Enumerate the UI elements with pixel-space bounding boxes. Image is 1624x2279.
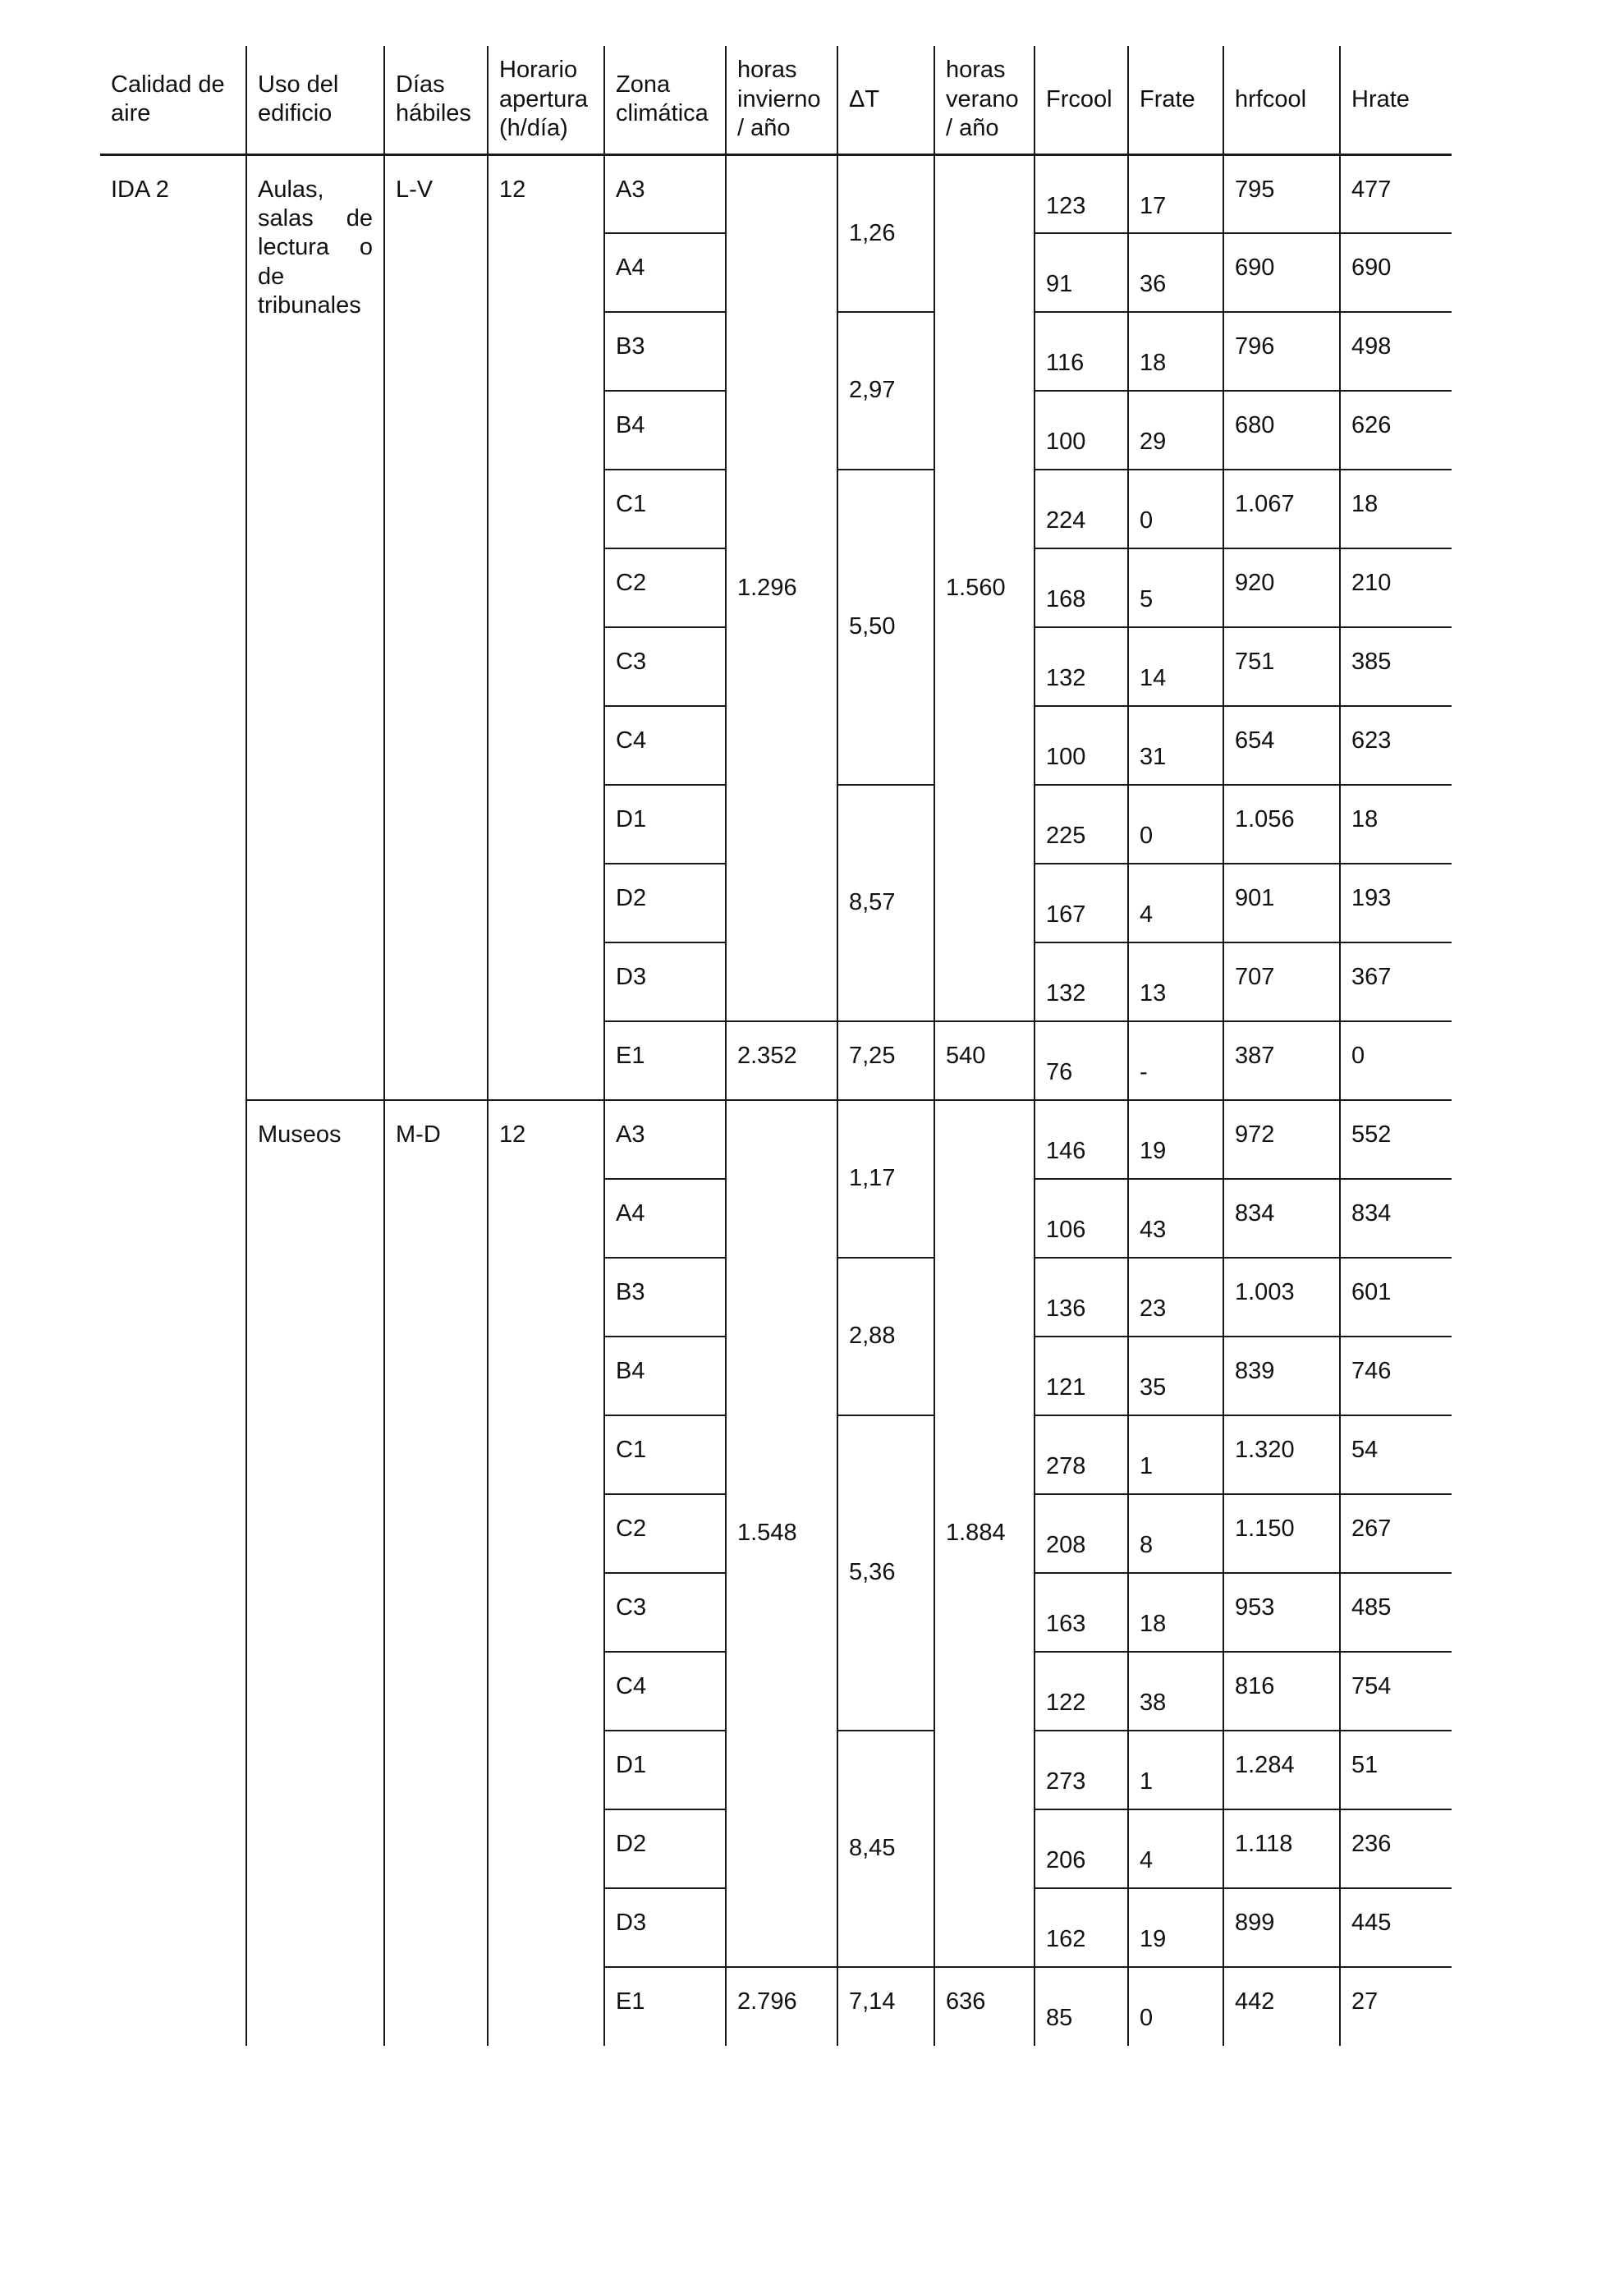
header-row [100,46,1452,154]
zona-cell: D2 [604,1809,726,1888]
horas-invierno-cell: 1.296 [726,154,837,1021]
frate-cell: 4 [1128,1809,1223,1888]
hrate-cell: 367 [1340,942,1452,1021]
frcool-cell: 85 [1034,1967,1128,2046]
zona-cell: B3 [604,312,726,391]
header-hrfcool: hrfcool [1223,46,1340,154]
zona-cell: D1 [604,785,726,864]
hrate-cell: 54 [1340,1415,1452,1494]
frcool-cell: 136 [1034,1258,1128,1337]
frcool-cell: 121 [1034,1337,1128,1415]
frcool-cell: 132 [1034,942,1128,1021]
zona-cell: C2 [604,548,726,627]
frate-cell: 31 [1128,706,1223,785]
hrate-cell: 623 [1340,706,1452,785]
zona-cell: D3 [604,942,726,1021]
hrfcool-cell: 654 [1223,706,1340,785]
horas-verano-cell: 1.884 [934,1100,1034,1967]
hrfcool-cell: 1.284 [1223,1731,1340,1809]
frate-cell: 18 [1128,312,1223,391]
horas-verano-cell: 1.560 [934,154,1034,1021]
hrfcool-cell: 1.118 [1223,1809,1340,1888]
hrate-cell: 27 [1340,1967,1452,2046]
hrfcool-cell: 839 [1223,1337,1340,1415]
hrate-cell: 193 [1340,864,1452,942]
delta-t-cell: 1,26 [837,154,934,312]
hrfcool-cell: 816 [1223,1652,1340,1731]
frcool-cell: 122 [1034,1652,1128,1731]
header-calidad: Calidad de aire [100,46,246,154]
zona-cell: E1 [604,1021,726,1100]
horario-cell: 12 [488,154,604,1100]
header-frcool: Frcool [1034,46,1128,154]
header-dias: Días hábiles [384,46,488,154]
delta-t-cell: 2,97 [837,312,934,470]
zona-cell: D2 [604,864,726,942]
zona-cell: B4 [604,1337,726,1415]
delta-t-cell: 1,17 [837,1100,934,1258]
hrate-cell: 746 [1340,1337,1452,1415]
frate-cell: 4 [1128,864,1223,942]
frate-cell: 29 [1128,391,1223,470]
horas-verano-cell: 540 [934,1021,1034,1100]
zona-cell: C3 [604,1573,726,1652]
hrate-cell: 601 [1340,1258,1452,1337]
hrate-cell: 0 [1340,1021,1452,1100]
hrate-cell: 51 [1340,1731,1452,1809]
delta-t-cell: 8,57 [837,785,934,1021]
header-delta-t: ΔT [837,46,934,154]
zona-cell: D1 [604,1731,726,1809]
frate-cell: 19 [1128,1888,1223,1967]
uso-cell [246,154,384,1100]
delta-t-cell: 7,14 [837,1967,934,2046]
horas-invierno-cell: 1.548 [726,1100,837,1967]
hrfcool-cell: 387 [1223,1021,1340,1100]
uso-cell [246,1100,384,2046]
zona-cell: A3 [604,1100,726,1179]
hrate-cell: 552 [1340,1100,1452,1179]
frate-cell: 36 [1128,233,1223,312]
zona-cell: A4 [604,1179,726,1258]
frate-cell: - [1128,1021,1223,1100]
header-horas-verano: horas verano / año [934,46,1034,154]
hrate-cell: 477 [1340,154,1452,233]
frate-cell: 0 [1128,1967,1223,2046]
hrate-cell: 385 [1340,627,1452,706]
frcool-cell: 123 [1034,154,1128,233]
hrate-cell: 626 [1340,391,1452,470]
hrfcool-cell: 834 [1223,1179,1340,1258]
hrfcool-cell: 920 [1223,548,1340,627]
header-horas-invierno: horas invierno / año [726,46,837,154]
horario-cell: 12 [488,1100,604,2046]
frate-cell: 0 [1128,470,1223,548]
hrfcool-cell: 972 [1223,1100,1340,1179]
hrfcool-cell: 953 [1223,1573,1340,1652]
hrfcool-cell: 1.067 [1223,470,1340,548]
frate-cell: 35 [1128,1337,1223,1415]
zona-cell: D3 [604,1888,726,1967]
frate-cell: 5 [1128,548,1223,627]
table-body [100,154,1452,2046]
hrfcool-cell: 899 [1223,1888,1340,1967]
zona-cell: A4 [604,233,726,312]
dias-cell: L-V [384,154,488,1100]
table-row [100,1100,1452,1179]
hrfcool-cell: 795 [1223,154,1340,233]
frcool-cell: 146 [1034,1100,1128,1179]
frate-cell: 0 [1128,785,1223,864]
header-hrate: Hrate [1340,46,1452,154]
zona-cell: A3 [604,154,726,233]
hrfcool-cell: 796 [1223,312,1340,391]
frcool-cell: 162 [1034,1888,1128,1967]
hrfcool-cell: 690 [1223,233,1340,312]
frate-cell: 17 [1128,154,1223,233]
frate-cell: 38 [1128,1652,1223,1731]
table-row [100,154,1452,233]
frcool-cell: 163 [1034,1573,1128,1652]
dias-cell: M-D [384,1100,488,2046]
frcool-cell: 168 [1034,548,1128,627]
zona-cell: C3 [604,627,726,706]
header-uso: Uso del edificio [246,46,384,154]
frate-cell: 13 [1128,942,1223,1021]
horas-invierno-cell: 2.352 [726,1021,837,1100]
frcool-cell: 208 [1034,1494,1128,1573]
hrate-cell: 834 [1340,1179,1452,1258]
frcool-cell: 91 [1034,233,1128,312]
hrate-cell: 267 [1340,1494,1452,1573]
zona-cell: C2 [604,1494,726,1573]
frcool-cell: 100 [1034,706,1128,785]
zona-cell: C1 [604,470,726,548]
horas-verano-cell: 636 [934,1967,1034,2046]
delta-t-cell: 8,45 [837,1731,934,1967]
frcool-cell: 76 [1034,1021,1128,1100]
ventilation-table [100,46,1452,2046]
uso-text: Aulas, salas de lectura o de tribunales [258,176,373,319]
frcool-cell: 206 [1034,1809,1128,1888]
header-zona: Zona climática [604,46,726,154]
delta-t-cell: 5,36 [837,1415,934,1731]
hrfcool-cell: 442 [1223,1967,1340,2046]
frcool-cell: 116 [1034,312,1128,391]
frate-cell: 1 [1128,1415,1223,1494]
zona-cell: C4 [604,706,726,785]
hrate-cell: 18 [1340,785,1452,864]
hrfcool-cell: 707 [1223,942,1340,1021]
hrate-cell: 690 [1340,233,1452,312]
frate-cell: 14 [1128,627,1223,706]
frate-cell: 23 [1128,1258,1223,1337]
hrfcool-cell: 1.150 [1223,1494,1340,1573]
calidad-cell: IDA 2 [100,154,246,2046]
delta-t-cell: 7,25 [837,1021,934,1100]
hrate-cell: 754 [1340,1652,1452,1731]
hrate-cell: 210 [1340,548,1452,627]
hrate-cell: 445 [1340,1888,1452,1967]
zona-cell: C1 [604,1415,726,1494]
frate-cell: 8 [1128,1494,1223,1573]
frate-cell: 43 [1128,1179,1223,1258]
frcool-cell: 132 [1034,627,1128,706]
hrate-cell: 498 [1340,312,1452,391]
zona-cell: C4 [604,1652,726,1731]
frcool-cell: 167 [1034,864,1128,942]
frate-cell: 19 [1128,1100,1223,1179]
hrfcool-cell: 1.056 [1223,785,1340,864]
horas-invierno-cell: 2.796 [726,1967,837,2046]
hrfcool-cell: 1.003 [1223,1258,1340,1337]
frate-cell: 1 [1128,1731,1223,1809]
uso-text: Museos [258,1121,342,1148]
header-horario: Horario apertura (h/día) [488,46,604,154]
zona-cell: B4 [604,391,726,470]
frcool-cell: 273 [1034,1731,1128,1809]
hrate-cell: 485 [1340,1573,1452,1652]
zona-cell: E1 [604,1967,726,2046]
frcool-cell: 106 [1034,1179,1128,1258]
hrfcool-cell: 1.320 [1223,1415,1340,1494]
hrfcool-cell: 901 [1223,864,1340,942]
frcool-cell: 225 [1034,785,1128,864]
frate-cell: 18 [1128,1573,1223,1652]
hrate-cell: 18 [1340,470,1452,548]
hrfcool-cell: 680 [1223,391,1340,470]
hrfcool-cell: 751 [1223,627,1340,706]
delta-t-cell: 2,88 [837,1258,934,1415]
frcool-cell: 224 [1034,470,1128,548]
delta-t-cell: 5,50 [837,470,934,785]
zona-cell: B3 [604,1258,726,1337]
frcool-cell: 278 [1034,1415,1128,1494]
frcool-cell: 100 [1034,391,1128,470]
header-frate: Frate [1128,46,1223,154]
hrate-cell: 236 [1340,1809,1452,1888]
